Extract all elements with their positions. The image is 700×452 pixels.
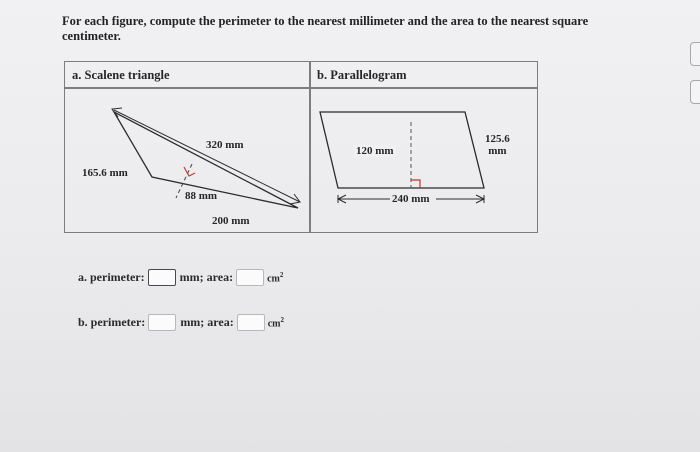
answer-row-a bbox=[78, 269, 283, 286]
parallelogram-side-value: 125.6 bbox=[485, 133, 510, 145]
answer-row-b bbox=[78, 314, 284, 331]
a-mm-area-label: mm; area: bbox=[179, 270, 234, 284]
triangle-hypotenuse-label: 320 mm bbox=[206, 139, 244, 151]
right-angle-marker bbox=[184, 167, 195, 176]
edge-tab-bottom[interactable] bbox=[690, 80, 700, 104]
parallelogram-right-angle-marker bbox=[411, 180, 420, 188]
parallelogram-column-title: b. Parallelogram bbox=[317, 68, 407, 82]
a-perimeter-label: a. perimeter: bbox=[78, 270, 145, 284]
triangle-column-title: a. Scalene triangle bbox=[72, 68, 170, 82]
a-perimeter-input[interactable] bbox=[148, 269, 176, 286]
a-unit-cm: cm bbox=[267, 273, 280, 285]
triangle-base-label: 200 mm bbox=[212, 215, 250, 227]
a-area-unit bbox=[267, 271, 283, 284]
triangle-height-label: 88 mm bbox=[185, 190, 218, 202]
b-area-unit bbox=[268, 316, 284, 329]
scalene-triangle-figure bbox=[64, 90, 309, 230]
b-mm-area-label: mm; area: bbox=[180, 315, 234, 329]
parallelogram-shape bbox=[320, 112, 484, 188]
table-divider-horizontal bbox=[65, 87, 537, 89]
b-unit-cm: cm bbox=[267, 318, 281, 330]
a-unit-exponent: 2 bbox=[279, 270, 284, 279]
parallelogram-height-label: 120 mm bbox=[356, 145, 394, 157]
parallelogram-side-label bbox=[485, 133, 510, 157]
b-perimeter-input[interactable] bbox=[148, 314, 176, 331]
a-area-input[interactable] bbox=[236, 269, 264, 286]
instructions-text: For each figure, compute the perimeter to the nearest millimeter and the area to the nearest square centimeter. bbox=[62, 14, 589, 43]
triangle-left-side-label: 165.6 mm bbox=[82, 167, 128, 179]
edge-tab-top[interactable] bbox=[690, 42, 700, 66]
parallelogram-base-label: 240 mm bbox=[392, 193, 430, 205]
b-perimeter-label: b. perimeter: bbox=[78, 315, 146, 329]
b-area-input[interactable] bbox=[237, 314, 265, 331]
parallelogram-side-unit: mm bbox=[488, 145, 507, 157]
b-unit-exponent: 2 bbox=[280, 315, 285, 324]
